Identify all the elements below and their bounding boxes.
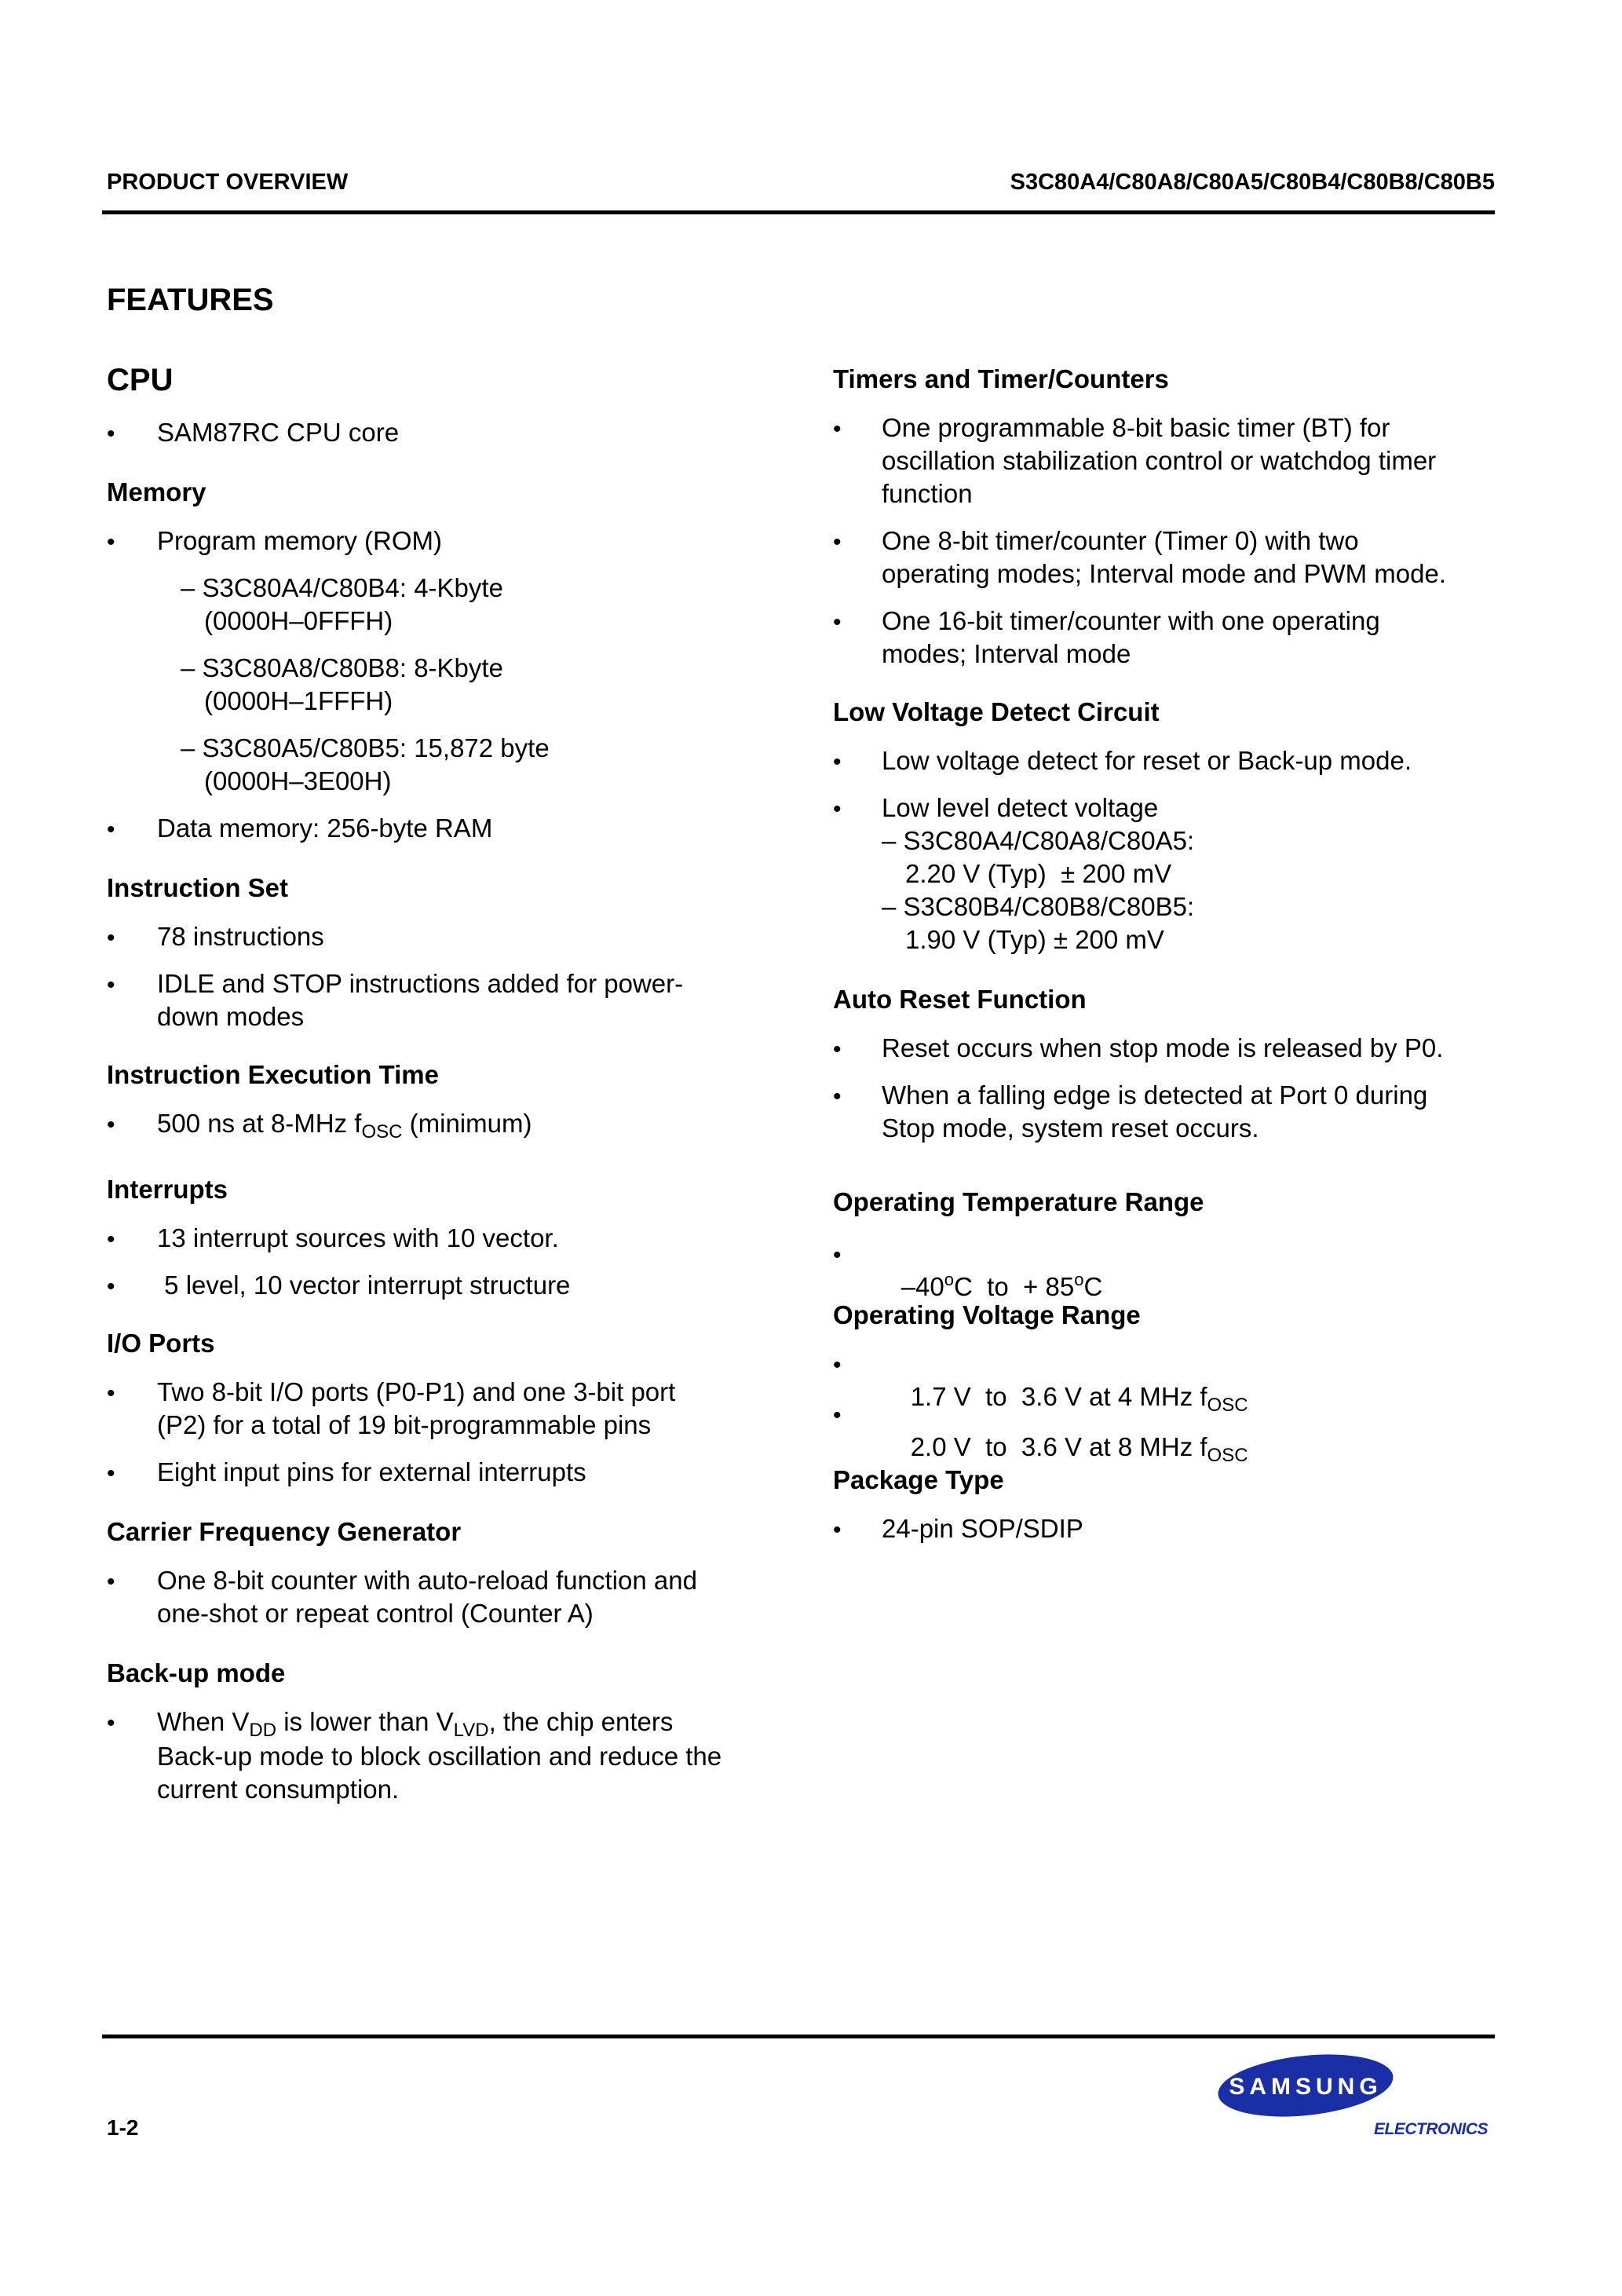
bullet: • <box>107 1112 115 1138</box>
bullet: • <box>107 1227 115 1252</box>
backup-text: When V <box>157 1707 250 1736</box>
degree-symbol: o <box>944 1270 954 1289</box>
carrier-frequency-item: One 8-bit counter with auto-reload function and <box>157 1566 697 1595</box>
auto-reset-item: Reset occurs when stop mode is released by P0. <box>882 1033 1444 1062</box>
bullet: • <box>107 529 115 555</box>
bullet: • <box>833 416 842 442</box>
bullet: • <box>107 1274 115 1300</box>
lvd-item-cont: 1.90 V (Typ) ± 200 mV <box>905 925 1164 954</box>
lvd-heading: Low Voltage Detect Circuit <box>833 697 1160 726</box>
memory-heading: Memory <box>107 477 206 506</box>
osc-subscript: OSC <box>361 1121 403 1143</box>
samsung-logo-text: SAMSUNG <box>1229 2074 1383 2100</box>
backup-text: , the chip enters <box>488 1707 674 1736</box>
temp-text: C to + 85 <box>954 1272 1075 1301</box>
interrupts-item: 13 interrupt sources with 10 vector. <box>157 1223 559 1252</box>
bullet: • <box>107 1710 115 1736</box>
timers-item-cont: oscillation stabilization control or watchdog timer <box>882 446 1437 475</box>
bullet: • <box>833 1517 842 1543</box>
running-header-left: PRODUCT OVERVIEW <box>107 170 349 195</box>
bullet: • <box>833 1036 842 1062</box>
bullet: • <box>107 1461 115 1486</box>
exec-text: 500 ns at 8-MHz f <box>157 1109 362 1138</box>
backup-mode-item-cont: Back-up mode to block oscillation and reduce the <box>157 1742 722 1771</box>
memory-a8-line1: – S3C80A8/C80B8: 8-Kbyte <box>181 653 503 682</box>
osc-subscript: OSC <box>1207 1445 1248 1466</box>
instruction-set-heading: Instruction Set <box>107 873 289 902</box>
auto-reset-item-cont: Stop mode, system reset occurs. <box>882 1113 1259 1143</box>
bullet: • <box>833 749 842 775</box>
voltage-heading: Operating Voltage Range <box>833 1300 1141 1329</box>
memory-a5-line2: (0000H–3E00H) <box>204 766 392 795</box>
bullet: • <box>833 609 842 635</box>
timers-item: One 16-bit timer/counter with one operating <box>882 606 1380 635</box>
timers-item: One programmable 8-bit basic timer (BT) for <box>882 413 1390 442</box>
timers-item-cont: function <box>882 479 973 508</box>
voltage-text: 2.0 V to 3.6 V at 8 MHz f <box>910 1432 1207 1461</box>
bullet: • <box>107 1569 115 1595</box>
memory-a4-line1: – S3C80A4/C80B4: 4-Kbyte <box>181 573 503 602</box>
lvd-item-cont: – S3C80A4/C80A8/C80A5: <box>882 826 1195 855</box>
bullet: • <box>833 1242 842 1268</box>
memory-a5-line1: – S3C80A5/C80B5: 15,872 byte <box>181 733 550 762</box>
interrupts-heading: Interrupts <box>107 1175 228 1204</box>
timers-heading: Timers and Timer/Counters <box>833 364 1169 393</box>
cpu-heading: CPU <box>107 363 174 397</box>
package-heading: Package Type <box>833 1465 1004 1494</box>
memory-a8-line2: (0000H–1FFFH) <box>204 686 393 715</box>
bullet: • <box>107 1380 115 1406</box>
memory-data: Data memory: 256-byte RAM <box>157 813 493 843</box>
bullet: • <box>107 421 115 447</box>
execution-time-heading: Instruction Execution Time <box>107 1060 439 1089</box>
lvd-item-cont: – S3C80B4/C80B8/C80B5: <box>882 892 1195 921</box>
header-rule <box>102 210 1495 214</box>
bullet: • <box>107 925 115 951</box>
cpu-item: SAM87RC CPU core <box>157 418 400 447</box>
degree-symbol: o <box>1074 1270 1084 1289</box>
vlvd-subscript: LVD <box>453 1720 489 1741</box>
bullet: • <box>107 817 115 843</box>
lvd-item-cont: 2.20 V (Typ) ± 200 mV <box>905 859 1172 888</box>
instruction-set-item: IDLE and STOP instructions added for power- <box>157 969 684 998</box>
timers-item-cont: operating modes; Interval mode and PWM mode. <box>882 559 1447 588</box>
temperature-heading: Operating Temperature Range <box>833 1187 1204 1216</box>
bullet: • <box>833 1402 842 1428</box>
auto-reset-heading: Auto Reset Function <box>833 985 1087 1014</box>
carrier-frequency-item-cont: one-shot or repeat control (Counter A) <box>157 1599 594 1628</box>
memory-a4-line2: (0000H–0FFFH) <box>204 606 393 635</box>
memory-program: Program memory (ROM) <box>157 526 443 555</box>
temp-text: C <box>1083 1272 1103 1301</box>
backup-text: is lower than V <box>276 1707 454 1736</box>
bullet: • <box>833 796 842 822</box>
exec-text-tail: (minimum) <box>402 1109 532 1138</box>
vdd-subscript: DD <box>249 1720 277 1741</box>
bullet: • <box>833 1352 842 1378</box>
backup-mode-item <box>157 1706 674 1741</box>
carrier-frequency-heading: Carrier Frequency Generator <box>107 1517 462 1546</box>
running-header-right: S3C80A4/C80A8/C80A5/C80B4/C80B8/C80B5 <box>1010 170 1495 195</box>
footer-rule <box>102 2035 1495 2038</box>
timers-item-cont: modes; Interval mode <box>882 639 1131 668</box>
io-ports-item: Eight input pins for external interrupts <box>157 1457 586 1486</box>
osc-subscript: OSC <box>1207 1395 1248 1416</box>
io-ports-item: Two 8-bit I/O ports (P0-P1) and one 3-bit port <box>157 1377 676 1406</box>
samsung-logo <box>1215 2049 1396 2122</box>
instruction-set-item-cont: down modes <box>157 1002 305 1031</box>
electronics-wordmark: ELECTRONICS <box>1374 2120 1489 2138</box>
interrupts-item: 5 level, 10 vector interrupt structure <box>157 1270 571 1300</box>
io-ports-item-cont: (P2) for a total of 19 bit-programmable pins <box>157 1410 652 1439</box>
page-title: FEATURES <box>107 283 274 317</box>
bullet: • <box>833 1084 842 1110</box>
page-number: 1-2 <box>107 2115 139 2140</box>
lvd-item: Low voltage detect for reset or Back-up mode. <box>882 746 1412 775</box>
lvd-item: Low level detect voltage <box>882 793 1159 822</box>
bullet: • <box>833 529 842 555</box>
temp-text: –40 <box>901 1272 944 1301</box>
backup-mode-heading: Back-up mode <box>107 1658 286 1687</box>
instruction-set-item: 78 instructions <box>157 922 324 951</box>
backup-mode-item-cont: current consumption. <box>157 1775 400 1804</box>
voltage-text: 1.7 V to 3.6 V at 4 MHz f <box>910 1382 1207 1411</box>
execution-time-item <box>157 1107 532 1143</box>
timers-item: One 8-bit timer/counter (Timer 0) with two <box>882 526 1359 555</box>
auto-reset-item: When a falling edge is detected at Port 0 during <box>882 1080 1428 1110</box>
io-ports-heading: I/O Ports <box>107 1329 215 1358</box>
package-item: 24-pin SOP/SDIP <box>882 1514 1083 1543</box>
bullet: • <box>107 972 115 998</box>
